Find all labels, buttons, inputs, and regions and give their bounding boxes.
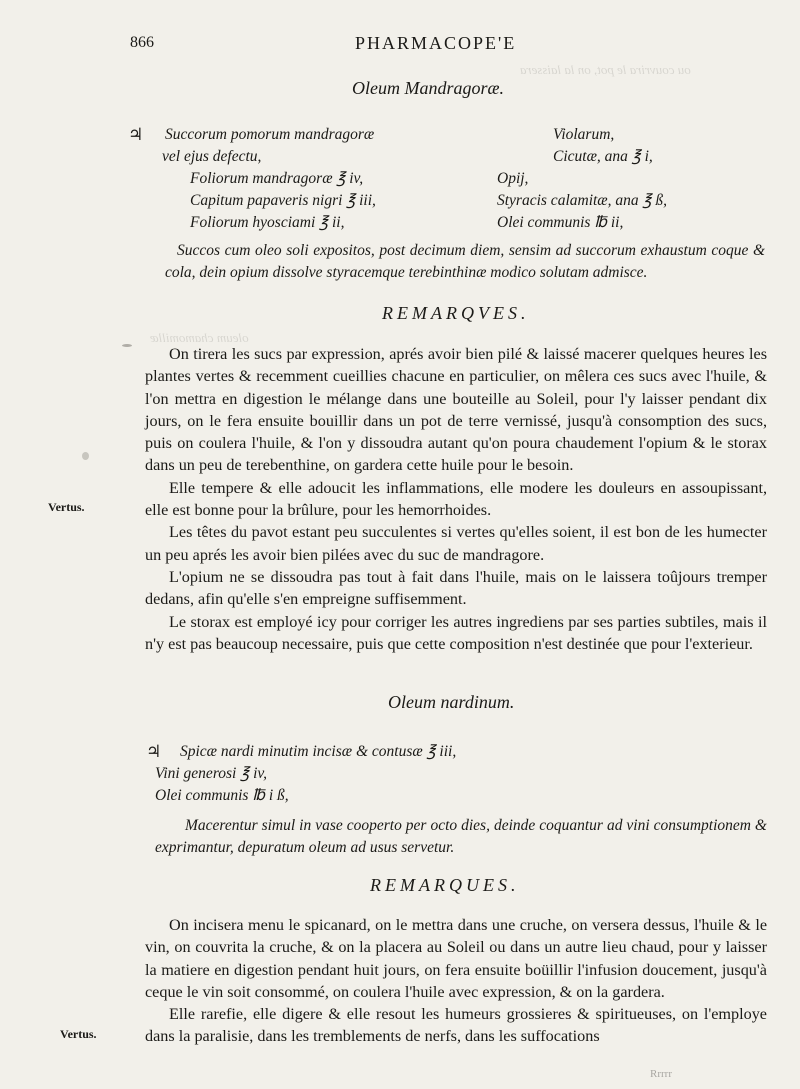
ingredient-line: Spicæ nardi minutim incisæ & contusæ ℥ iii,	[180, 743, 457, 760]
recipe-title: Oleum nardinum.	[388, 692, 515, 712]
ink-spot	[82, 452, 89, 460]
recipe-instructions: Succos cum oleo soli expositos, post decimum diem, sensim ad succorum exhaustum coque & cola, dein opium dissolve styracemque terebinthinæ modico solutam admisce.	[165, 242, 765, 281]
margin-label: Vertus.	[60, 1027, 97, 1041]
ingredient-line: Cicutæ, ana ℥ i,	[553, 148, 653, 165]
ingredient-line: Foliorum hyosciami ℥ ii,	[190, 214, 345, 231]
paragraph: Les têtes du pavot estant peu succulentes si vertes qu'elles soient, il est bon de les humecter un peu aprés les avoir bien pilées avec du suc de mandragore.	[145, 523, 767, 564]
paragraph: L'opium ne se dissoudra pas tout à fait dans l'huile, mais on le laissera toûjours tremper dedans, afin qu'elle s'en empreigne suffisemment.	[145, 567, 767, 609]
remarks-body	[145, 343, 767, 655]
ingredient-line: Foliorum mandragoræ ℥ iv,	[190, 170, 364, 187]
paragraph: Elle rarefie, elle digere & elle resout les humeurs grossieres & spiritueuses, on l'employe dans la paralisie, dans les tremblements de nerfs, dans les suffocations	[145, 1005, 767, 1046]
ingredient-line: Violarum,	[553, 126, 615, 143]
recipe-symbol: ♃	[146, 742, 162, 761]
ingredient-line: Olei communis ℔ ii,	[497, 214, 624, 231]
signature-mark: Rrrrr	[650, 1068, 672, 1080]
paragraph: Elle tempere & elle adoucit les inflammations, elle modere les douleurs en assoupissant, elle est bonne pour la brûlure, pour les hemorrhoides.	[145, 478, 767, 520]
margin-label: Vertus.	[48, 500, 85, 514]
paragraph: On tirera les sucs par expression, aprés avoir bien pilé & laissé macerer quelques heures les plantes vertes & recemment cueillies chacune en particulier, on mêlera ces sucs avec l'huile, & l'on mettra en digestion le mélange dans une bouteille au Soleil, pour l'y laisser pendant dix jours, on le fera ensuite bouillir dans un pot de terre vernissé, jusqu'à consomption des sucs, puis on coulera l'huile, & l'on y dissoudra autant qu'on poura chaudement l'opium & le storax dans un peu de terebenthine, on gardera cette huile pour le besoin.	[145, 345, 767, 475]
running-head: PHARMACOPE'E	[355, 33, 517, 53]
ingredient-line: Capitum papaveris nigri ℥ iii,	[190, 192, 376, 209]
ingredient-line: Styracis calamitæ, ana ℥ ß,	[497, 192, 667, 209]
remarks-body	[145, 914, 767, 1048]
page-number: 866	[130, 34, 154, 51]
paragraph: On incisera menu le spicanard, on le mettra dans une cruche, on versera dessus, l'huile & le vin, on couvrita la cruche, & on la placera au Soleil ou dans un autre lieu chaud, pour y laisser la matiere en digestion pendant huit jours, on fera ensuite boüillir l'infusion doucement, jusqu'à ceque le vin soit consommé, on coulera l'huile avec expression, & on la gardera.	[145, 916, 767, 1001]
show-through-text: oleum chamomillæ	[150, 330, 249, 345]
show-through-text: ou couvrira le pot, on la laissera	[520, 62, 691, 77]
recipe-instructions: Macerentur simul in vase cooperto per octo dies, deinde coquantur ad vini consumptionem & exprimantur, depuratum oleum ad usus servetur.	[155, 817, 767, 856]
recipe-symbol: ♃	[128, 125, 144, 144]
ink-spot	[122, 344, 132, 347]
ingredient-line: Opij,	[497, 170, 529, 187]
ingredient-line: Vini generosi ℥ iv,	[155, 765, 267, 782]
paragraph: Le storax est employé icy pour corriger les autres ingrediens par ses parties subtiles, mais il n'y est pas beaucoup necessaire, puis que cette composition n'est destinée que pour l'exterieur.	[145, 612, 767, 653]
remarks-heading: REMARQVES.	[382, 303, 530, 323]
ingredient-line: Olei communis ℔ i ß,	[155, 787, 289, 804]
ingredient-line: vel ejus defectu,	[162, 148, 262, 165]
remarks-heading: REMARQUES.	[370, 875, 520, 895]
ingredient-line: Succorum pomorum mandragoræ	[165, 126, 375, 143]
recipe-title: Oleum Mandragoræ.	[352, 78, 504, 98]
